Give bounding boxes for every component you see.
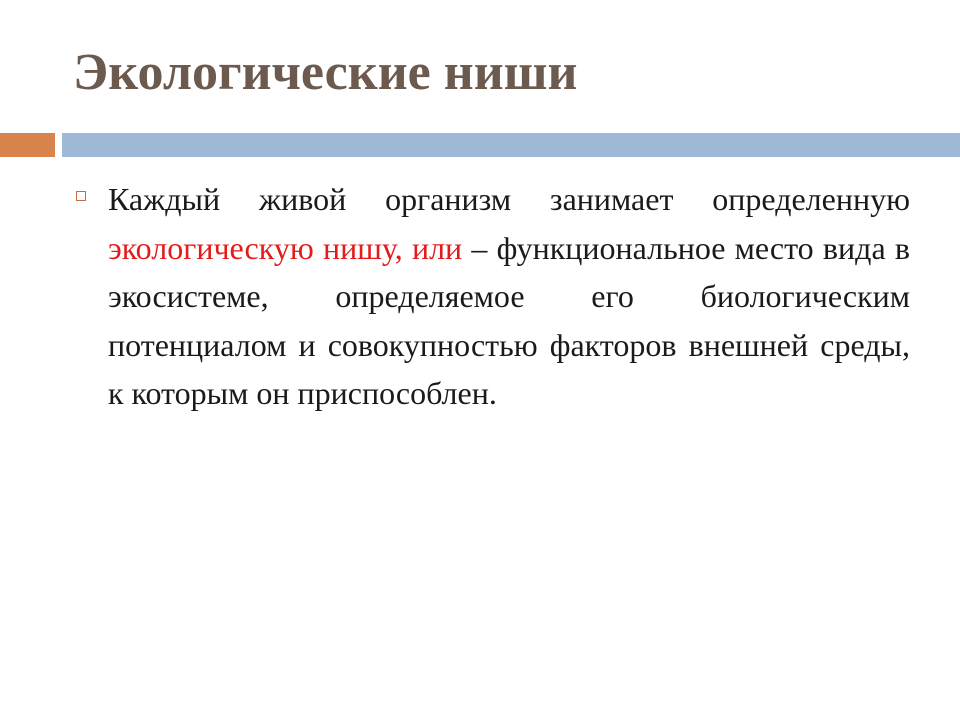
- bullet-item: [72, 175, 910, 418]
- slide-title: Экологические ниши: [73, 44, 578, 101]
- accent-bar-left: [0, 133, 55, 157]
- highlighted-term: экологическую нишу, или: [108, 229, 463, 266]
- bullet-text: [108, 175, 910, 418]
- bullet-text-start: Каждый живой организм занимает определенную: [108, 181, 910, 217]
- square-bullet-icon: [76, 191, 86, 201]
- accent-bar-main: [62, 133, 960, 157]
- bullet-text-end: – функциональное место вида в экосистеме, определяемое его биологическим потенциалом и совокупностью факторов внешней среды, к которым он приспособлен.: [108, 229, 910, 411]
